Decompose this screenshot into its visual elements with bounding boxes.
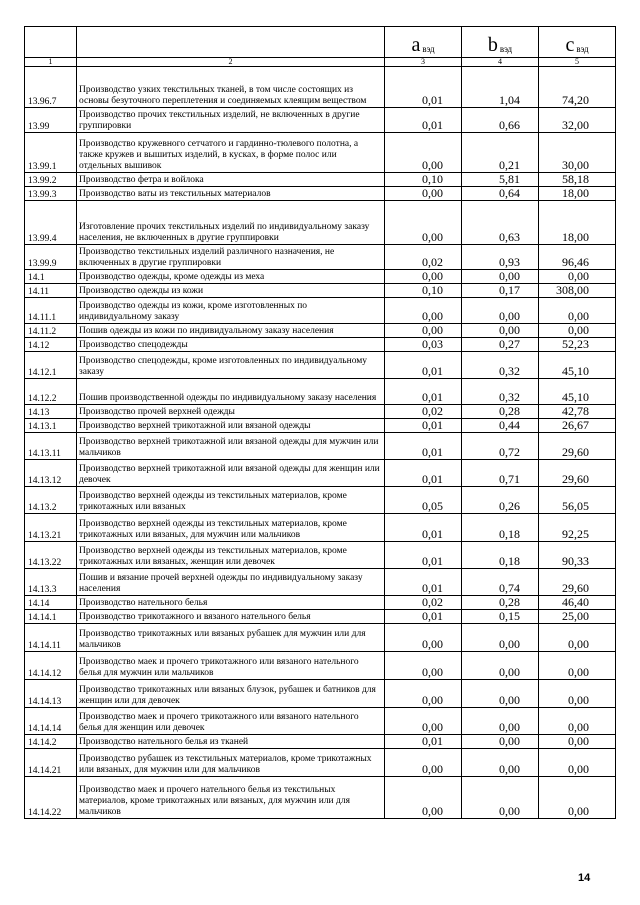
value-a: 0,02 [385,245,462,270]
activity-name: Производство одежды из кожи [77,284,385,298]
activity-code: 14.11.1 [25,298,77,324]
activity-code: 14.14.13 [25,680,77,708]
activity-name: Производство кружевного сетчатого и гардинно-тюлевого полотна, а также кружев и вышитых изделий, в кусках, в форме полос или отдельных вышивок [77,133,385,173]
table-row [25,284,616,298]
activity-name: Изготовление прочих текстильных изделий по индивидуальному заказу населения, не включенных в другие группировки [77,201,385,245]
table-row [25,108,616,133]
activity-name: Производство маек и прочего трикотажного или вязаного нательного белья для мужчин или мальчиков [77,652,385,680]
value-c: 29,60 [539,460,616,487]
activity-code: 14.1 [25,270,77,284]
activity-code: 13.96.7 [25,67,77,108]
value-c: 308,00 [539,284,616,298]
activity-name: Производство трикотажных или вязаных рубашек для мужчин или для мальчиков [77,624,385,652]
activity-code: 14.12.2 [25,379,77,405]
value-a: 0,00 [385,624,462,652]
value-a: 0,01 [385,433,462,460]
value-b: 0,66 [462,108,539,133]
table-row [25,708,616,735]
value-b: 0,00 [462,324,539,338]
value-a: 0,01 [385,379,462,405]
value-c: 92,25 [539,514,616,542]
value-b: 0,32 [462,379,539,405]
value-a: 0,01 [385,610,462,624]
header-col-b [462,27,539,58]
activity-code: 14.12 [25,338,77,352]
activity-name: Производство рубашек из текстильных материалов, кроме трикотажных или вязаных, для мужчин или для мальчиков [77,749,385,777]
activity-name: Пошив одежды из кожи по индивидуальному заказу населения [77,324,385,338]
activity-code: 14.14.1 [25,610,77,624]
header-name-cell [77,27,385,58]
header-col-a-letter: a [411,34,421,56]
table-row [25,419,616,433]
value-b: 0,00 [462,708,539,735]
value-c: 42,78 [539,405,616,419]
value-b: 0,64 [462,187,539,201]
activity-name: Производство верхней одежды из текстильных материалов, кроме трикотажных или вязаных, для мужчин или мальчиков [77,514,385,542]
value-a: 0,10 [385,173,462,187]
activity-name: Производство ваты из текстильных материалов [77,187,385,201]
activity-code: 14.13 [25,405,77,419]
table-row [25,680,616,708]
table-row [25,201,616,245]
table-row [25,514,616,542]
table-row [25,624,616,652]
value-c: 0,00 [539,708,616,735]
activity-code: 13.99.4 [25,201,77,245]
header-col-b-sub: вэд [499,44,513,54]
activity-name: Производство прочих текстильных изделий, не включенных в другие группировки [77,108,385,133]
value-c: 0,00 [539,652,616,680]
value-a: 0,01 [385,514,462,542]
activity-code: 14.13.22 [25,542,77,569]
value-b: 5,81 [462,173,539,187]
activity-code: 14.13.12 [25,460,77,487]
value-a: 0,01 [385,569,462,596]
value-a: 0,00 [385,324,462,338]
activity-code: 13.99.3 [25,187,77,201]
value-b: 0,93 [462,245,539,270]
activity-name: Производство верхней трикотажной или вязаной одежды для мужчин или мальчиков [77,433,385,460]
activity-code: 14.13.1 [25,419,77,433]
value-c: 25,00 [539,610,616,624]
value-b: 0,44 [462,419,539,433]
value-a: 0,01 [385,67,462,108]
value-b: 0,28 [462,596,539,610]
value-c: 29,60 [539,569,616,596]
header-col-c-letter: c [565,34,575,56]
column-number: 1 [25,58,77,67]
value-a: 0,00 [385,680,462,708]
table-row [25,596,616,610]
value-b: 0,18 [462,542,539,569]
table-row [25,735,616,749]
value-a: 0,01 [385,460,462,487]
column-number: 2 [77,58,385,67]
value-b: 0,21 [462,133,539,173]
header-col-a [385,27,462,58]
value-a: 0,03 [385,338,462,352]
table-row [25,749,616,777]
activity-name: Производство маек и прочего нательного белья из текстильных материалов, кроме трикотажных или вязаных, для мужчин или для мальчиков [77,777,385,819]
activity-name: Производство трикотажного и вязаного нательного белья [77,610,385,624]
value-c: 18,00 [539,201,616,245]
activity-name: Производство нательного белья [77,596,385,610]
activity-name: Производство верхней трикотажной или вязаной одежды для женщин или девочек [77,460,385,487]
value-b: 0,00 [462,298,539,324]
value-c: 0,00 [539,680,616,708]
value-b: 0,17 [462,284,539,298]
value-a: 0,00 [385,708,462,735]
activity-code: 14.14.11 [25,624,77,652]
value-c: 74,20 [539,67,616,108]
value-c: 0,00 [539,749,616,777]
table-row [25,187,616,201]
value-c: 56,05 [539,487,616,514]
value-c: 45,10 [539,352,616,379]
table-header-row [25,27,616,58]
activity-code: 14.11.2 [25,324,77,338]
value-c: 58,18 [539,173,616,187]
table-row [25,569,616,596]
value-a: 0,01 [385,735,462,749]
column-number: 4 [462,58,539,67]
value-c: 0,00 [539,298,616,324]
activity-name: Производство верхней одежды из текстильных материалов, кроме трикотажных или вязаных [77,487,385,514]
value-a: 0,00 [385,298,462,324]
activity-name: Пошив производственной одежды по индивидуальному заказу населения [77,379,385,405]
table-row [25,324,616,338]
table-row [25,298,616,324]
table-row [25,379,616,405]
activity-coefficients-table [24,26,616,819]
activity-code: 14.13.11 [25,433,77,460]
header-col-a-sub: вэд [422,44,435,54]
header-col-c [539,27,616,58]
activity-name: Производство прочей верхней одежды [77,405,385,419]
value-c: 0,00 [539,735,616,749]
table-row [25,610,616,624]
activity-name: Производство спецодежды, кроме изготовленных по индивидуальному заказу [77,352,385,379]
value-b: 0,18 [462,514,539,542]
value-b: 1,04 [462,67,539,108]
activity-name: Производство одежды, кроме одежды из меха [77,270,385,284]
activity-code: 13.99 [25,108,77,133]
value-c: 90,33 [539,542,616,569]
value-c: 0,00 [539,777,616,819]
value-b: 0,28 [462,405,539,419]
activity-code: 14.11 [25,284,77,298]
value-b: 0,15 [462,610,539,624]
value-c: 18,00 [539,187,616,201]
activity-code: 13.99.9 [25,245,77,270]
activity-name: Производство маек и прочего трикотажного или вязаного нательного белья для женщин или девочек [77,708,385,735]
value-c: 0,00 [539,624,616,652]
table-row [25,338,616,352]
table-row [25,777,616,819]
table-row [25,67,616,108]
header-code-cell [25,27,77,58]
activity-name: Производство узких текстильных тканей, в том числе состоящих из основы безуточного переплетения и соединяемых клеящим веществом [77,67,385,108]
activity-name: Производство одежды из кожи, кроме изготовленных по индивидуальному заказу [77,298,385,324]
value-b: 0,00 [462,270,539,284]
activity-name: Пошив и вязание прочей верхней одежды по индивидуальному заказу населения [77,569,385,596]
value-b: 0,74 [462,569,539,596]
table-row [25,652,616,680]
value-a: 0,00 [385,201,462,245]
table-row [25,173,616,187]
value-c: 30,00 [539,133,616,173]
value-a: 0,05 [385,487,462,514]
value-a: 0,01 [385,352,462,379]
value-b: 0,32 [462,352,539,379]
value-c: 0,00 [539,324,616,338]
value-c: 0,00 [539,270,616,284]
activity-code: 14.14.21 [25,749,77,777]
value-c: 26,67 [539,419,616,433]
value-a: 0,02 [385,405,462,419]
table-row [25,133,616,173]
value-a: 0,01 [385,542,462,569]
column-number: 5 [539,58,616,67]
table-row [25,487,616,514]
value-a: 0,02 [385,596,462,610]
value-c: 45,10 [539,379,616,405]
activity-code: 14.13.3 [25,569,77,596]
value-b: 0,00 [462,680,539,708]
value-b: 0,72 [462,433,539,460]
value-b: 0,26 [462,487,539,514]
activity-code: 14.12.1 [25,352,77,379]
value-c: 96,46 [539,245,616,270]
activity-code: 14.13.21 [25,514,77,542]
value-a: 0,00 [385,133,462,173]
header-col-b-letter: b [487,34,498,56]
value-b: 0,00 [462,652,539,680]
table-row [25,460,616,487]
column-number-row [25,58,616,67]
value-a: 0,00 [385,777,462,819]
activity-name: Производство текстильных изделий различного назначения, не включенных в другие группировки [77,245,385,270]
value-a: 0,00 [385,652,462,680]
activity-code: 14.14 [25,596,77,610]
activity-name: Производство фетра и войлока [77,173,385,187]
value-a: 0,01 [385,108,462,133]
activity-code: 14.14.2 [25,735,77,749]
activity-name: Производство трикотажных или вязаных блузок, рубашек и батников для женщин или для девочек [77,680,385,708]
value-c: 46,40 [539,596,616,610]
activity-code: 14.14.14 [25,708,77,735]
value-b: 0,27 [462,338,539,352]
activity-name: Производство верхней одежды из текстильных материалов, кроме трикотажных или вязаных, женщин или девочек [77,542,385,569]
table-row [25,352,616,379]
table-row [25,433,616,460]
activity-code: 14.13.2 [25,487,77,514]
page-number: 14 [578,872,591,884]
table-row [25,270,616,284]
column-number: 3 [385,58,462,67]
activity-code: 14.14.12 [25,652,77,680]
value-c: 32,00 [539,108,616,133]
header-col-c-sub: вэд [576,44,589,54]
value-a: 0,00 [385,749,462,777]
value-a: 0,01 [385,419,462,433]
value-c: 52,23 [539,338,616,352]
activity-name: Производство нательного белья из тканей [77,735,385,749]
value-b: 0,71 [462,460,539,487]
value-b: 0,00 [462,777,539,819]
activity-code: 14.14.22 [25,777,77,819]
activity-code: 13.99.1 [25,133,77,173]
value-b: 0,00 [462,624,539,652]
table-row [25,405,616,419]
activity-name: Производство верхней трикотажной или вязаной одежды [77,419,385,433]
value-a: 0,00 [385,187,462,201]
value-c: 29,60 [539,433,616,460]
table-row [25,245,616,270]
value-b: 0,00 [462,749,539,777]
value-b: 0,63 [462,201,539,245]
value-a: 0,00 [385,270,462,284]
value-a: 0,10 [385,284,462,298]
activity-code: 13.99.2 [25,173,77,187]
value-b: 0,00 [462,735,539,749]
table-row [25,542,616,569]
activity-name: Производство спецодежды [77,338,385,352]
